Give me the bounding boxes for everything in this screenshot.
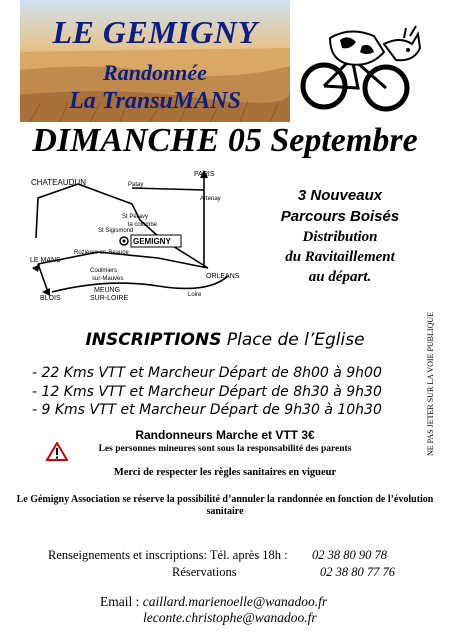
- info-phone: 02 38 80 90 78: [312, 548, 387, 562]
- registration-heading: [0, 330, 450, 350]
- map-town-st-peravy: St Péravy: [122, 214, 149, 220]
- cancellation-notice: Le Gémigny Association se réserve la possibilité d’annuler la randonnée en fonction de l’évolution sanitaire: [16, 494, 434, 517]
- location-map: [28, 168, 258, 318]
- map-town-meung-line2: SUR-LOIRE: [90, 295, 129, 302]
- course-list: [32, 364, 382, 420]
- feature-block: [255, 185, 425, 287]
- map-town-chateaudun: CHATEAUDUN: [31, 178, 86, 187]
- map-town-coulmiers-line2: sur-Mauves: [92, 276, 124, 282]
- map-town-coulmiers: Coulmiers: [90, 268, 118, 274]
- email-address-1: caillard.marienoelle@wanadoo.fr: [142, 594, 328, 609]
- map-river-loire: Loire: [188, 292, 202, 298]
- map-town-gemigny: GEMIGNY: [133, 237, 171, 246]
- map-town-paris: PARIS: [194, 171, 215, 178]
- event-date: DIMANCHE 05 Septembre: [32, 122, 418, 159]
- price-line: Randonneurs Marche et VTT 3€: [135, 428, 315, 442]
- banner-event-name: La TransuMANS: [69, 88, 241, 114]
- banner-title: LE GEMIGNY: [52, 14, 258, 50]
- registration-place: Place de l’Eglise: [221, 330, 365, 350]
- map-town-orleans: ORLEANS: [206, 273, 240, 280]
- feature-new-count: 3 Nouveaux: [297, 187, 383, 204]
- do-not-litter-notice: NE PAS JETER SUR LA VOIE PUBLIQUE: [426, 311, 435, 456]
- banner-photo: [20, 0, 290, 122]
- feature-at-start: au départ.: [308, 269, 372, 285]
- minors-notice: Les personnes mineures sont sous la responsabilité des parents: [98, 444, 352, 454]
- reservation-label: Réservations: [172, 565, 237, 579]
- map-town-blois: BLOIS: [40, 295, 61, 302]
- feature-supply: du Ravitaillement: [285, 249, 395, 265]
- reservation-phone: 02 38 80 77 76: [320, 565, 395, 579]
- course-item: - 9 Kms VTT et Marcheur Départ de 9h30 à 10h30: [32, 402, 382, 418]
- feature-wooded-trails: Parcours Boisés: [280, 208, 400, 225]
- email-address-2: leconte.christophe@wanadoo.fr: [143, 610, 317, 625]
- banner-subtitle: Randonnée: [103, 60, 207, 85]
- course-item: - 22 Kms VTT et Marcheur Départ de 8h00 à 9h00: [32, 365, 382, 381]
- map-town-patay: Patay: [128, 182, 144, 188]
- registration-label: INSCRIPTIONS: [85, 330, 222, 350]
- sanitary-notice: Merci de respecter les règles sanitaires en vigueur: [113, 467, 337, 478]
- map-town-rozieres: Rozières-en-Beauce: [74, 250, 129, 256]
- feature-distribution: Distribution: [302, 229, 378, 245]
- cow-cyclist-logo: [300, 22, 430, 118]
- email-label: Email :: [100, 594, 140, 609]
- info-label: Renseignements et inscriptions: Tél. après 18h :: [48, 548, 288, 562]
- map-town-meung: MEUNG: [94, 287, 121, 294]
- map-town-artenay: Artenay: [200, 196, 221, 202]
- map-town-la-colombe: la colombe: [128, 222, 158, 228]
- email-block: [100, 594, 327, 626]
- map-town-le-mans: LE MANS: [30, 257, 61, 264]
- course-item: - 12 Kms VTT et Marcheur Départ de 8h30 à 9h30: [32, 383, 382, 400]
- map-town-st-sigismond: St Sigismond: [98, 228, 134, 234]
